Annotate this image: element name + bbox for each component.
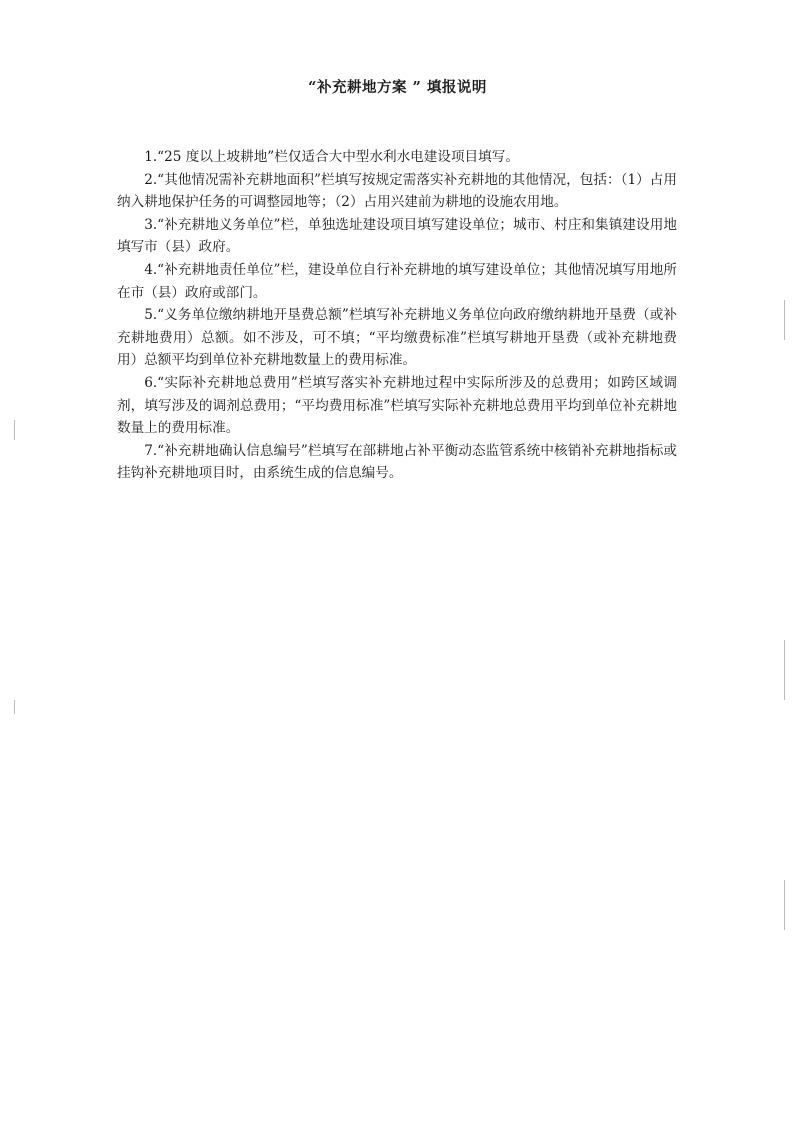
instruction-item-7: 7.“补充耕地确认信息编号”栏填写在部耕地占补平衡动态监管系统中核销补充耕地指标或挂钩补充耕地项目时，由系统生成的信息编号。 bbox=[117, 442, 677, 482]
scan-artifact bbox=[784, 640, 785, 700]
scan-artifact bbox=[14, 420, 15, 440]
instruction-item-4: 4.“补充耕地责任单位”栏，建设单位自行补充耕地的填写建设单位；其他情况填写用地所在市（县）政府或部门。 bbox=[117, 261, 677, 301]
instructions-body bbox=[117, 146, 677, 485]
scan-artifact bbox=[784, 300, 785, 340]
instruction-item-2: 2.“其他情况需补充耕地面积”栏填写按规定需落实补充耕地的其他情况，包括：（1）占用纳入耕地保护任务的可调整园地等；（2）占用兴建前为耕地的设施农用地。 bbox=[117, 171, 677, 211]
instruction-item-3: 3.“补充耕地义务单位”栏，单独选址建设项目填写建设单位；城市、村庄和集镇建设用地填写市（县）政府。 bbox=[117, 216, 677, 256]
document-title: “补充耕地方案 ” 填报说明 bbox=[308, 79, 487, 96]
scan-artifact bbox=[14, 700, 15, 714]
scan-artifact bbox=[784, 880, 785, 930]
instruction-item-6: 6.“实际补充耕地总费用”栏填写落实补充耕地过程中实际所涉及的总费用；如跨区域调剂，填写涉及的调剂总费用；“平均费用标准”栏填写实际补充耕地总费用平均到单位补充耕地数量上的费用标准。 bbox=[117, 374, 677, 437]
instruction-item-1: 1.“25 度以上坡耕地”栏仅适合大中型水利水电建设项目填写。 bbox=[144, 149, 519, 165]
instruction-item-5: 5.“义务单位缴纳耕地开垦费总额”栏填写补充耕地义务单位向政府缴纳耕地开垦费（或补充耕地费用）总额。如不涉及，可不填；“平均缴费标准”栏填写耕地开垦费（或补充耕地费用）总额平均到单位补充耕地数量上的费用标准。 bbox=[117, 307, 677, 369]
